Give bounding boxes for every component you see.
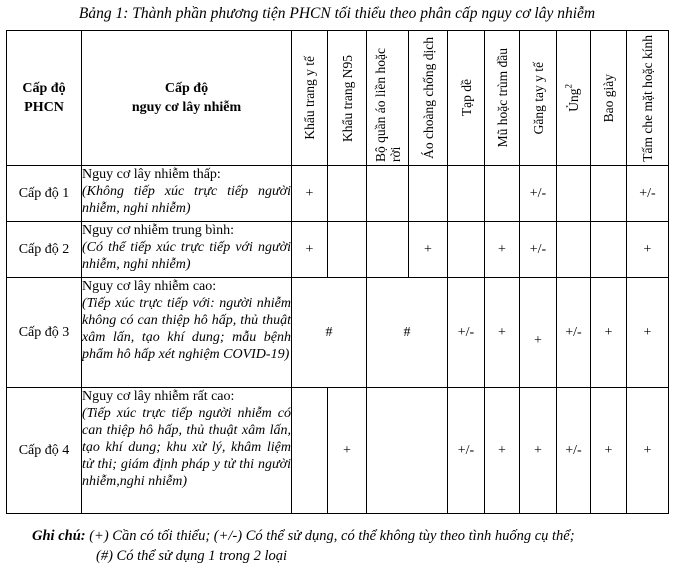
- row-risk-detail: (Tiếp xúc trực tiếp người nhiễm có can thiệp hô hấp, thủ thuật xâm lấn, tạo khí dung; khu xử lý, khâm liệm tử thi; giám định pháp y tử thi người nhiễm,nghi nhiễm): [82, 406, 291, 489]
- table-row: [7, 278, 669, 388]
- cell-mark: [448, 222, 485, 278]
- header-item-n95: [328, 31, 367, 166]
- header-item-apron-label: Tạp dề: [458, 79, 474, 117]
- table-caption: Bảng 1: Thành phần phương tiện PHCN tối thiểu theo phân cấp nguy cơ lây nhiễm: [78, 5, 596, 22]
- header-row: [7, 31, 669, 166]
- footnote-line2: (#) Có thể sử dụng 1 trong 2 loại: [96, 548, 288, 564]
- cell-mark: +/-: [520, 166, 557, 222]
- row-level: Cấp độ 2: [7, 222, 82, 278]
- row-level: Cấp độ 3: [7, 278, 82, 388]
- cell-mark: [367, 222, 409, 278]
- header-item-boots: [557, 31, 591, 166]
- cell-mark: +: [409, 222, 448, 278]
- header-item-mask: [292, 31, 328, 166]
- header-item-shoecover-label: Bao giày: [601, 73, 616, 123]
- header-item-cap-label: Mũ hoặc trùm đầu: [494, 48, 510, 148]
- cell-mark: [557, 166, 591, 222]
- header-item-boots-text: Ủng: [566, 88, 581, 112]
- header-item-boots-sup: 2: [563, 84, 574, 89]
- cell-mark: [448, 166, 485, 222]
- header-item-n95-label: Khẩu trang N95: [339, 54, 355, 142]
- header-level: Cấp độ PHCN: [7, 31, 82, 166]
- cell-mark: +: [485, 278, 520, 388]
- header-item-suit-label: Bộ quần áo liền hoặc rời: [372, 48, 403, 162]
- row-risk-title: Nguy cơ nhiễm trung bình:: [82, 223, 235, 238]
- row-level: Cấp độ 4: [7, 388, 82, 514]
- header-risk-line2: nguy cơ lây nhiễm: [131, 100, 242, 115]
- cell-mask-either: #: [292, 278, 367, 388]
- cell-mark: [591, 166, 627, 222]
- row-risk-detail: (Tiếp xúc trực tiếp với: người nhiễm không có can thiệp hô hấp, thủ thuật xâm lấn, tạo khí dung; mẫu bệnh phẩm hô hấp xét nghiệm COVID-19): [82, 296, 291, 362]
- row-description: [82, 222, 292, 278]
- cell-mark: +: [292, 166, 328, 222]
- header-item-shoecover: [591, 31, 627, 166]
- cell-mark: [485, 166, 520, 222]
- cell-mark: +: [627, 278, 669, 388]
- cell-mark: +: [520, 278, 557, 388]
- header-item-suit: [367, 31, 409, 166]
- header-item-gown-label: Áo choàng chống dịch: [420, 37, 436, 159]
- cell-mark: +: [591, 278, 627, 388]
- header-item-faceshield-label: Tấm che mặt hoặc kính: [640, 34, 655, 162]
- header-item-mask-label: Khẩu trang y tế: [302, 56, 317, 140]
- ppe-table: [6, 30, 669, 514]
- cell-suit-either: #: [367, 278, 448, 388]
- row-risk-detail: (Không tiếp xúc trực tiếp người nhiễm, nghi nhiễm): [82, 184, 291, 216]
- row-description: [82, 388, 292, 514]
- header-item-faceshield: [627, 31, 669, 166]
- cell-mark: +/-: [557, 278, 591, 388]
- header-item-gloves: [520, 31, 557, 166]
- header-item-gown: [409, 31, 448, 166]
- cell-mark: +: [520, 388, 557, 514]
- cell-mark: [557, 222, 591, 278]
- row-risk-title: Nguy cơ lây nhiễm rất cao:: [82, 389, 235, 404]
- cell-mark: +: [485, 222, 520, 278]
- cell-mark: +/-: [520, 222, 557, 278]
- cell-mark: +/-: [448, 278, 485, 388]
- cell-mark: [367, 166, 409, 222]
- row-description: [82, 166, 292, 222]
- footnote-label: Ghi chú:: [32, 528, 86, 544]
- row-risk-title: Nguy cơ lây nhiễm cao:: [82, 279, 217, 294]
- cell-mark: [409, 388, 448, 514]
- cell-mark: [328, 166, 367, 222]
- cell-mark: +: [292, 222, 328, 278]
- table-row: [7, 388, 669, 514]
- cell-mark: [292, 388, 328, 514]
- header-item-apron: [448, 31, 485, 166]
- row-risk-detail: (Có thể tiếp xúc trực tiếp với người nhiễm, nghi nhiễm): [82, 240, 291, 272]
- cell-mark: [328, 222, 367, 278]
- header-risk: [82, 31, 292, 166]
- cell-mark: +: [591, 388, 627, 514]
- footnote-line1-text: (+) Cần có tối thiểu; (+/-) Có thể sử dụng, có thể không tùy theo tình huống cụ thể;: [89, 528, 575, 544]
- header-item-gloves-label: Găng tay y tế: [530, 61, 546, 135]
- cell-mark: [367, 388, 409, 514]
- cell-mark: +/-: [557, 388, 591, 514]
- header-item-cap: [485, 31, 520, 166]
- footnote: [32, 526, 575, 566]
- footnote-line1: [32, 528, 575, 544]
- row-description: [82, 278, 292, 388]
- row-level: Cấp độ 1: [7, 166, 82, 222]
- cell-mark: +: [627, 388, 669, 514]
- cell-mark: +: [328, 388, 367, 514]
- cell-mark: [409, 166, 448, 222]
- row-risk-title: Nguy cơ lây nhiễm thấp:: [82, 167, 221, 182]
- table-row: [7, 166, 669, 222]
- cell-mark: +: [627, 222, 669, 278]
- table-row: [7, 222, 669, 278]
- cell-mark: +: [485, 388, 520, 514]
- header-risk-line1: Cấp độ: [164, 81, 209, 96]
- cell-mark: [591, 222, 627, 278]
- cell-mark: +/-: [448, 388, 485, 514]
- header-item-boots-label: [563, 84, 581, 112]
- cell-mark: +/-: [627, 166, 669, 222]
